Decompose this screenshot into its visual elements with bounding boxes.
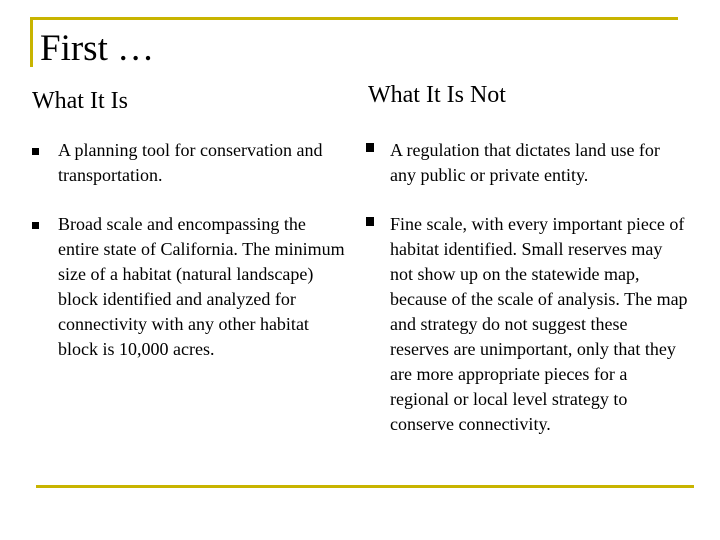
square-bullet-icon bbox=[366, 217, 374, 226]
slide-title: First … bbox=[40, 28, 155, 69]
square-bullet-icon bbox=[32, 148, 39, 155]
square-bullet-icon bbox=[366, 143, 374, 152]
what-it-is-heading: What It Is bbox=[32, 88, 128, 114]
left-list-item bbox=[58, 212, 350, 362]
left-item-text: Broad scale and encompassing the entire state of California. The minimum size of a habitat (natural landscape) block identified and analyzed for connectivity with any other habitat block is 10,000 acres. bbox=[58, 214, 345, 359]
bottom-accent-rule bbox=[36, 485, 694, 488]
right-item-text: Fine scale, with every important piece of habitat identified. Small reserves may not show up on the statewide map, because of the scale of analysis. The map and strategy do not suggest these reserves are unimportant, only that they are more appropriate pieces for a regional or local level strategy to conserve connectivity. bbox=[390, 214, 688, 434]
left-item-text: A planning tool for conservation and transportation. bbox=[58, 140, 323, 185]
what-it-is-not-heading: What It Is Not bbox=[368, 82, 506, 108]
left-list-item bbox=[58, 138, 348, 188]
right-list-item bbox=[390, 212, 688, 437]
top-accent-rule bbox=[30, 17, 678, 20]
right-item-text: A regulation that dictates land use for any public or private entity. bbox=[390, 140, 660, 185]
square-bullet-icon bbox=[32, 222, 39, 229]
right-list-item bbox=[390, 138, 690, 188]
left-accent-rule bbox=[30, 17, 33, 67]
